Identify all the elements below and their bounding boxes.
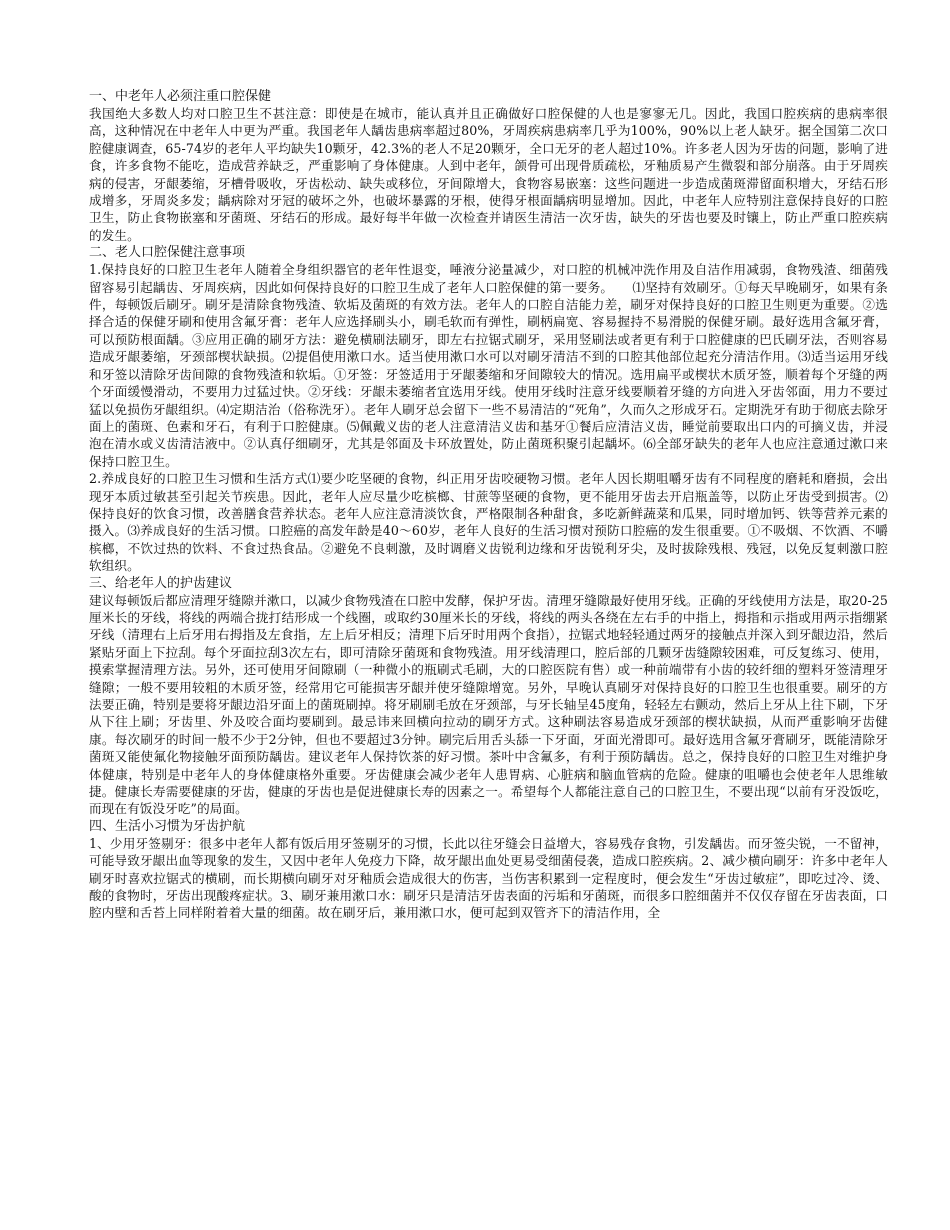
section-2-paragraph-1: 1.保持良好的口腔卫生老年人随着全身组织器官的老年性退变，唾液分泌量减少，对口腔的机械冲洗作用及自洁作用减弱，食物残渣、细菌残留容易引起龋齿、牙周疾病，因此如何保持良好的口腔卫生成了老年人口腔保健的第一要务。 ⑴坚持有效刷牙。①每天早晚刷牙，如果有条件，每顿饭后刷牙。刷牙是清除食物残渣、软垢及菌斑的有效方法。老年人的口腔自洁能力差，刷牙对保持良好的口腔卫生则更为重要。②选择合适的保健牙刷和使用含氟牙膏：老年人应选择刷头小，刷毛软而有弹性，刷柄扁宽、容易握持不易滑脱的保健牙刷。最好选用含氟牙膏，可以预防根面龋。③应用正确的刷牙方法：避免横刷法刷牙，即左右拉锯式刷牙，采用竖刷法或者更有利于口腔健康的巴氏刷牙法，否则容易造成牙龈萎缩，牙颈部楔状缺损。⑵提倡使用漱口水。适当使用漱口水可以对刷牙清洁不到的口腔其他部位起充分清洁作用。⑶适当运用牙线和牙签以清除牙齿间隙的食物残渣和软垢。①牙签：牙签适用于牙龈萎缩和牙间隙较大的情况。选用扁平或楔状木质牙签，顺着每个牙缝的两个牙面缓慢滑动，不要用力过猛过快。②牙线：牙龈未萎缩者宜选用牙线。使用牙线时注意牙线要顺着牙缝的方向进入牙齿邻面，用力不要过猛以免损伤牙龈组织。⑷定期洁治（俗称洗牙）。老年人刷牙总会留下一些不易清洁的“死角”，久而久之形成牙石。定期洗牙有助于彻底去除牙面上的菌斑、色素和牙石，有利于口腔健康。⑸佩戴义齿的老人注意清洁义齿和基牙①餐后应清洁义齿，睡觉前要取出口内的可摘义齿，并浸泡在清水或义齿清洁液中。②认真仔细刷牙，尤其是邻面及卡环放置处，防止菌斑积聚引起龋坏。⑹全部牙缺失的老年人也应注意通过漱口来保持口腔卫生。: [89, 262, 888, 469]
section-2-paragraph-2: 2.养成良好的口腔卫生习惯和生活方式⑴要少吃坚硬的食物，纠正用牙齿咬硬物习惯。老年人因长期咀嚼牙齿有不同程度的磨耗和磨损，会出现牙本质过敏甚至引起关节疾患。因此，老年人应尽量少吃槟榔、甘蔗等坚硬的食物，更不能用牙齿去开启瓶盖等，以防止牙齿受到损害。⑵保持良好的饮食习惯，改善膳食营养状态。老年人应注意清淡饮食，严格限制各种甜食，多吃新鲜蔬菜和瓜果，同时增加钙、铁等营养元素的摄入。⑶养成良好的生活习惯。口腔癌的高发年龄是40～60岁，老年人良好的生活习惯对预防口腔癌的发生很重要。①不吸烟、不饮酒、不嚼槟榔，不饮过热的饮料、不食过热食品。②避免不良刺激，及时调磨义齿锐利边缘和牙齿锐利牙尖，及时拔除残根、残冠，以免反复刺激口腔软组织。: [89, 471, 888, 574]
section-1-paragraph-1: 我国绝大多数人均对口腔卫生不甚注意：即使是在城市，能认真并且正确做好口腔保健的人也是寥寥无几。因此，我国口腔疾病的患病率很高，这种情况在中老年人中更为严重。我国老年人龋齿患病率超过80%，牙周疾病患病率几乎为100%，90%以上老人缺牙。据全国第二次口腔健康调查，65-74岁的老年人平均缺失10颗牙，42.3%的老人不足20颗牙，全口无牙的老人超过10%。许多老人因为牙齿的问题，影响了进食，许多食物不能吃，造成营养缺乏，严重影响了身体健康。人到中老年，颌骨可出现骨质疏松，牙釉质易产生微裂和部分崩落。由于牙周疾病的侵害，牙龈萎缩，牙槽骨吸收，牙齿松动、缺失或移位，牙间隙增大，食物容易嵌塞：这些问题进一步造成菌斑滞留面积增大，牙结石形成增多，牙周炎多发；龋病除对牙冠的破坏之外，也破坏暴露的牙根，使得牙根面龋病明显增加。因此，中老年人应特别注意保持良好的口腔卫生，防止食物嵌塞和牙菌斑、牙结石的形成。最好每半年做一次检查并请医生清洁一次牙齿，缺失的牙齿也要及时镶上，防止严重口腔疾病的发生。: [89, 106, 888, 243]
section-3-heading: 三、给老年人的护齿建议: [89, 575, 233, 591]
section-4-paragraph-1: 1、少用牙签剔牙：很多中老年人都有饭后用牙签剔牙的习惯，长此以往牙缝会日益增大，容易残存食物，引发龋齿。而牙签尖锐，一不留神，可能导致牙龈出血等现象的发生，又因中老年人免疫力下降，故牙龈出血处更易受细菌侵袭，造成口腔疾病。2、减少横向刷牙：许多中老年人刷牙时喜欢拉锯式的横刷，而长期横向刷牙对牙釉质会造成很大的伤害，当伤害积累到一定程度时，便会发生“牙齿过敏症”，即吃过冷、烫、酸的食物时，牙齿出现酸疼症状。3、刷牙兼用漱口水：刷牙只是清洁牙齿表面的污垢和牙菌斑，而很多口腔细菌并不仅仅存留在牙齿表面，口腔内壁和舌苔上同样附着着大量的细菌。故在刷牙后，兼用漱口水，便可起到双管齐下的清洁作用，全: [89, 835, 888, 921]
section-4-heading: 四、生活小习惯为牙齿护航: [89, 818, 246, 834]
section-2-heading: 二、老人口腔保健注意事项: [89, 245, 246, 261]
section-3-paragraph-1: 建议每顿饭后都应清理牙缝隙并漱口，以减少食物残渣在口腔中发酵，保护牙齿。清理牙缝隙最好使用牙线。正确的牙线使用方法是，取20-25厘米长的牙线，将线的两端合拢打结形成一个线圈，或取约30厘米长的牙线，将线的两头各绕在左右手的中指上，拇指和示指或用两示指绷紧牙线（清理右上后牙用右拇指及左食指，左上后牙相反；清理下后牙时用两个食指），拉锯式地轻轻通过两牙的接触点并深入到牙龈边沿，然后紧贴牙面上下拉刮。每个牙面拉刮3次左右，即可清除牙菌斑和食物残渣。用牙线清理口，腔后部的几颗牙齿缝隙较困难，可反复练习、使用，摸索掌握清理方法。另外，还可使用牙间隙刷（一种微小的瓶刷式毛刷，大的口腔医院有售）或一种前端带有小齿的较纤细的塑料牙签清理牙缝隙；一般不要用较粗的木质牙签，经常用它可能损害牙龈并使牙缝隙增宽。另外，早晚认真刷牙对保持良好的口腔卫生也很重要。刷牙的方法要正确，特别是要将牙龈边沿牙面上的菌斑刷掉。将牙刷刷毛放在牙颈部，与牙长轴呈45度角，轻轻左右颤动，然后上牙从上往下刷，下牙从下往上刷；牙齿里、外及咬合面均要刷到。最忌讳来回横向拉动的刷牙方式。这种刷法容易造成牙颈部的楔状缺损，从而严重影响牙齿健康。每次刷牙的时间一般不少于2分钟，但也不要超过3分钟。刷完后用舌头舔一下牙面，牙面光滑即可。最好选用含氟牙膏刷牙，既能清除牙菌斑又能使氟化物接触牙面预防龋齿。建议老年人保持饮茶的好习惯。茶叶中含氟多，有利于预防龋齿。总之，保持良好的口腔卫生对维护身体健康，特别是中老年人的身体健康格外重要。牙齿健康会减少老年人患胃病、心脏病和脑血管病的危险。健康的咀嚼也会使老年人思维敏捷。健康长寿需要健康的牙齿，健康的牙齿也是促进健康长寿的因素之一。希望每个人都能注意自己的口腔卫生，不要出现“以前有牙没饭吃，而现在有饭没牙吃”的局面。: [89, 592, 888, 817]
section-1-heading: 一、中老年人必须注重口腔保健: [89, 89, 272, 104]
